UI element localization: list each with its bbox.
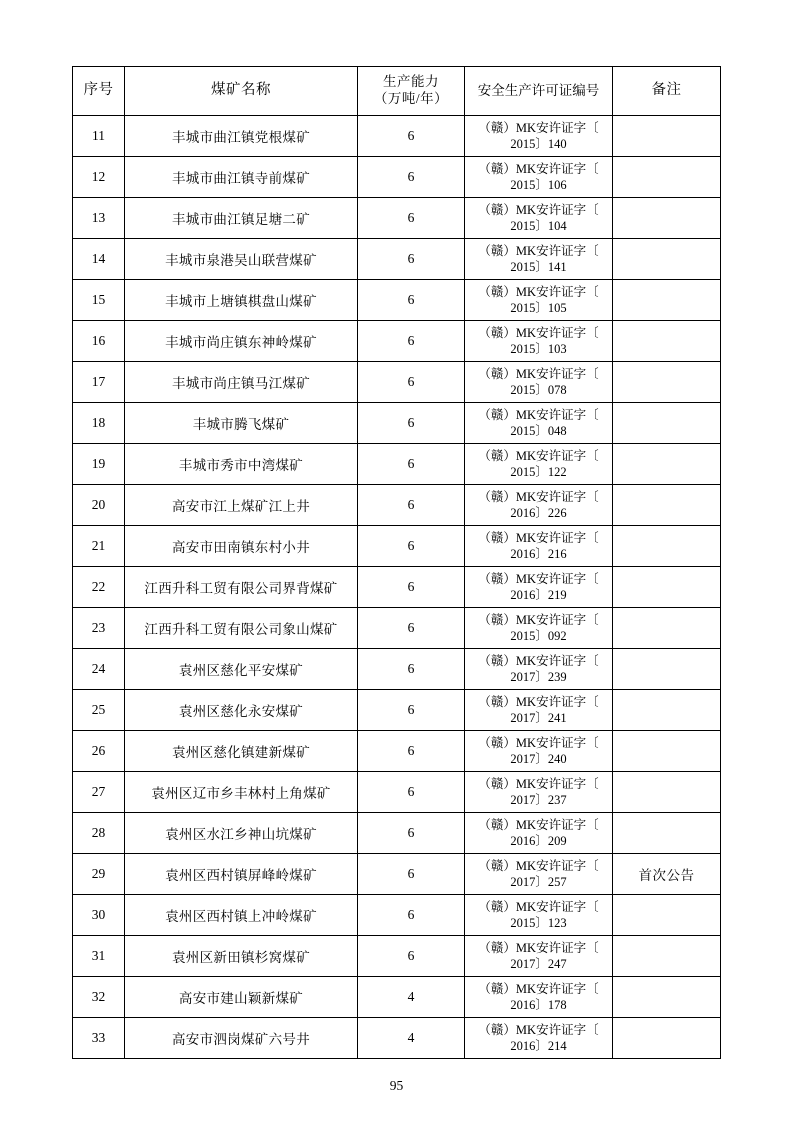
cell-mine-name: 袁州区西村镇上冲岭煤矿	[125, 895, 358, 936]
license-number-line1: （赣）MK安许证字〔	[478, 530, 599, 545]
cell-capacity: 4	[358, 977, 465, 1018]
table-row	[73, 198, 721, 239]
table-row	[73, 649, 721, 690]
cell-sequence: 31	[73, 936, 125, 977]
table-row	[73, 526, 721, 567]
cell-capacity: 6	[358, 649, 465, 690]
cell-sequence: 23	[73, 608, 125, 649]
table-row	[73, 772, 721, 813]
license-number-line1: （赣）MK安许证字〔	[478, 489, 599, 504]
cell-capacity: 6	[358, 608, 465, 649]
cell-capacity: 6	[358, 444, 465, 485]
column-header-note: 备注	[613, 67, 721, 116]
cell-license-number	[465, 854, 613, 895]
cell-license-number	[465, 116, 613, 157]
cell-sequence: 30	[73, 895, 125, 936]
cell-mine-name: 丰城市曲江镇党根煤矿	[125, 116, 358, 157]
column-header-capacity-line2: （万吨/年）	[373, 91, 449, 106]
cell-license-number	[465, 731, 613, 772]
column-header-capacity	[358, 67, 465, 116]
cell-capacity: 6	[358, 485, 465, 526]
cell-note	[613, 321, 721, 362]
license-number-line1: （赣）MK安许证字〔	[478, 161, 599, 176]
cell-capacity: 6	[358, 526, 465, 567]
cell-note	[613, 772, 721, 813]
cell-mine-name: 丰城市尚庄镇马江煤矿	[125, 362, 358, 403]
column-header-capacity-line1: 生产能力	[383, 74, 439, 90]
license-number-line1: （赣）MK安许证字〔	[478, 1022, 599, 1037]
license-number-line2: 2016〕214	[510, 1039, 567, 1053]
license-number-line1: （赣）MK安许证字〔	[478, 612, 599, 627]
cell-note	[613, 731, 721, 772]
table-row	[73, 1018, 721, 1059]
cell-license-number	[465, 485, 613, 526]
cell-sequence: 18	[73, 403, 125, 444]
cell-mine-name: 江西升科工贸有限公司界背煤矿	[125, 567, 358, 608]
license-number-line1: （赣）MK安许证字〔	[478, 407, 599, 422]
cell-mine-name: 袁州区新田镇杉窝煤矿	[125, 936, 358, 977]
cell-license-number	[465, 239, 613, 280]
license-number-line2: 2015〕048	[510, 424, 567, 438]
license-number-line2: 2015〕104	[510, 219, 567, 233]
table-row	[73, 444, 721, 485]
cell-mine-name: 丰城市上塘镇棋盘山煤矿	[125, 280, 358, 321]
cell-note	[613, 526, 721, 567]
license-number-line2: 2015〕123	[510, 916, 567, 930]
table-row	[73, 731, 721, 772]
cell-license-number	[465, 321, 613, 362]
table-row	[73, 608, 721, 649]
cell-sequence: 14	[73, 239, 125, 280]
license-number-line2: 2017〕257	[510, 875, 567, 889]
license-number-line2: 2015〕140	[510, 137, 567, 151]
license-number-line2: 2017〕241	[510, 711, 567, 725]
cell-mine-name: 丰城市秀市中湾煤矿	[125, 444, 358, 485]
license-number-line2: 2015〕092	[510, 629, 567, 643]
cell-capacity: 6	[358, 157, 465, 198]
table-row	[73, 157, 721, 198]
table-row	[73, 690, 721, 731]
table-row	[73, 403, 721, 444]
table-body	[73, 116, 721, 1059]
license-number-line1: （赣）MK安许证字〔	[478, 817, 599, 832]
coal-mine-license-table	[72, 66, 721, 1059]
table-row	[73, 280, 721, 321]
cell-note	[613, 116, 721, 157]
license-number-line1: （赣）MK安许证字〔	[478, 120, 599, 135]
license-number-line1: （赣）MK安许证字〔	[478, 694, 599, 709]
cell-sequence: 22	[73, 567, 125, 608]
cell-note	[613, 157, 721, 198]
license-number-line2: 2016〕216	[510, 547, 567, 561]
cell-mine-name: 丰城市腾飞煤矿	[125, 403, 358, 444]
license-number-line1: （赣）MK安许证字〔	[478, 571, 599, 586]
license-number-line2: 2015〕103	[510, 342, 567, 356]
cell-capacity: 6	[358, 280, 465, 321]
cell-capacity: 6	[358, 403, 465, 444]
cell-sequence: 17	[73, 362, 125, 403]
license-number-line2: 2016〕178	[510, 998, 567, 1012]
license-number-line2: 2016〕219	[510, 588, 567, 602]
cell-license-number	[465, 772, 613, 813]
table-row	[73, 977, 721, 1018]
license-number-line1: （赣）MK安许证字〔	[478, 776, 599, 791]
cell-note	[613, 813, 721, 854]
cell-license-number	[465, 813, 613, 854]
cell-capacity: 6	[358, 813, 465, 854]
cell-license-number	[465, 567, 613, 608]
cell-mine-name: 袁州区水江乡神山坑煤矿	[125, 813, 358, 854]
cell-mine-name: 高安市建山颖新煤矿	[125, 977, 358, 1018]
license-number-line1: （赣）MK安许证字〔	[478, 202, 599, 217]
license-number-line2: 2015〕105	[510, 301, 567, 315]
license-number-line2: 2017〕239	[510, 670, 567, 684]
cell-license-number	[465, 526, 613, 567]
license-number-line1: （赣）MK安许证字〔	[478, 243, 599, 258]
license-number-line1: （赣）MK安许证字〔	[478, 366, 599, 381]
cell-license-number	[465, 444, 613, 485]
cell-license-number	[465, 977, 613, 1018]
cell-note	[613, 444, 721, 485]
cell-note	[613, 977, 721, 1018]
cell-sequence: 12	[73, 157, 125, 198]
cell-mine-name: 丰城市曲江镇足塘二矿	[125, 198, 358, 239]
cell-license-number	[465, 198, 613, 239]
cell-mine-name: 袁州区慈化平安煤矿	[125, 649, 358, 690]
cell-mine-name: 袁州区辽市乡丰林村上角煤矿	[125, 772, 358, 813]
license-number-line1: （赣）MK安许证字〔	[478, 284, 599, 299]
cell-note	[613, 403, 721, 444]
cell-sequence: 19	[73, 444, 125, 485]
cell-mine-name: 丰城市曲江镇寺前煤矿	[125, 157, 358, 198]
cell-sequence: 26	[73, 731, 125, 772]
table-header	[73, 67, 721, 116]
cell-capacity: 6	[358, 362, 465, 403]
cell-mine-name: 丰城市尚庄镇东神岭煤矿	[125, 321, 358, 362]
cell-license-number	[465, 403, 613, 444]
cell-capacity: 6	[358, 321, 465, 362]
column-header-license-number: 安全生产许可证编号	[465, 67, 613, 116]
license-number-line1: （赣）MK安许证字〔	[478, 735, 599, 750]
cell-license-number	[465, 362, 613, 403]
cell-mine-name: 高安市泗岗煤矿六号井	[125, 1018, 358, 1059]
cell-note: 首次公告	[613, 854, 721, 895]
cell-note	[613, 239, 721, 280]
cell-license-number	[465, 608, 613, 649]
cell-sequence: 16	[73, 321, 125, 362]
license-number-line1: （赣）MK安许证字〔	[478, 981, 599, 996]
cell-sequence: 11	[73, 116, 125, 157]
cell-sequence: 21	[73, 526, 125, 567]
column-header-mine-name: 煤矿名称	[125, 67, 358, 116]
cell-capacity: 4	[358, 1018, 465, 1059]
license-number-line1: （赣）MK安许证字〔	[478, 653, 599, 668]
cell-sequence: 25	[73, 690, 125, 731]
table-row	[73, 485, 721, 526]
license-number-line2: 2016〕226	[510, 506, 567, 520]
table-row	[73, 116, 721, 157]
cell-license-number	[465, 895, 613, 936]
license-number-line2: 2015〕122	[510, 465, 567, 479]
cell-sequence: 28	[73, 813, 125, 854]
cell-license-number	[465, 280, 613, 321]
cell-capacity: 6	[358, 895, 465, 936]
license-number-line1: （赣）MK安许证字〔	[478, 325, 599, 340]
cell-mine-name: 袁州区西村镇屏峰岭煤矿	[125, 854, 358, 895]
cell-sequence: 29	[73, 854, 125, 895]
cell-mine-name: 高安市田南镇东村小井	[125, 526, 358, 567]
cell-sequence: 15	[73, 280, 125, 321]
cell-sequence: 32	[73, 977, 125, 1018]
license-number-line1: （赣）MK安许证字〔	[478, 858, 599, 873]
cell-mine-name: 袁州区慈化永安煤矿	[125, 690, 358, 731]
cell-mine-name: 丰城市泉港吴山联营煤矿	[125, 239, 358, 280]
cell-capacity: 6	[358, 198, 465, 239]
table-row	[73, 813, 721, 854]
cell-note	[613, 608, 721, 649]
cell-capacity: 6	[358, 239, 465, 280]
cell-capacity: 6	[358, 772, 465, 813]
cell-sequence: 27	[73, 772, 125, 813]
table-row	[73, 936, 721, 977]
cell-note	[613, 198, 721, 239]
license-number-line1: （赣）MK安许证字〔	[478, 448, 599, 463]
cell-sequence: 13	[73, 198, 125, 239]
license-number-line2: 2015〕078	[510, 383, 567, 397]
cell-mine-name: 江西升科工贸有限公司象山煤矿	[125, 608, 358, 649]
cell-license-number	[465, 1018, 613, 1059]
cell-note	[613, 649, 721, 690]
cell-license-number	[465, 690, 613, 731]
cell-license-number	[465, 936, 613, 977]
cell-note	[613, 567, 721, 608]
license-number-line2: 2017〕247	[510, 957, 567, 971]
cell-mine-name: 袁州区慈化镇建新煤矿	[125, 731, 358, 772]
cell-note	[613, 485, 721, 526]
page-number: 95	[389, 1078, 404, 1093]
cell-sequence: 24	[73, 649, 125, 690]
license-number-line2: 2017〕240	[510, 752, 567, 766]
table-row	[73, 362, 721, 403]
cell-capacity: 6	[358, 567, 465, 608]
cell-capacity: 6	[358, 854, 465, 895]
license-number-line2: 2015〕141	[510, 260, 567, 274]
license-number-line2: 2016〕209	[510, 834, 567, 848]
license-number-line1: （赣）MK安许证字〔	[478, 940, 599, 955]
cell-capacity: 6	[358, 936, 465, 977]
cell-note	[613, 362, 721, 403]
table-row	[73, 239, 721, 280]
cell-license-number	[465, 649, 613, 690]
cell-note	[613, 1018, 721, 1059]
table-row	[73, 854, 721, 895]
cell-mine-name: 高安市江上煤矿江上井	[125, 485, 358, 526]
cell-capacity: 6	[358, 731, 465, 772]
cell-capacity: 6	[358, 690, 465, 731]
cell-note	[613, 936, 721, 977]
table-row	[73, 321, 721, 362]
cell-capacity: 6	[358, 116, 465, 157]
table-row	[73, 895, 721, 936]
column-header-sequence: 序号	[73, 67, 125, 116]
license-number-line1: （赣）MK安许证字〔	[478, 899, 599, 914]
cell-sequence: 33	[73, 1018, 125, 1059]
cell-license-number	[465, 157, 613, 198]
license-number-line2: 2017〕237	[510, 793, 567, 807]
cell-sequence: 20	[73, 485, 125, 526]
cell-note	[613, 280, 721, 321]
cell-note	[613, 895, 721, 936]
license-number-line2: 2015〕106	[510, 178, 567, 192]
table-header-row	[73, 67, 721, 116]
cell-note	[613, 690, 721, 731]
table-row	[73, 567, 721, 608]
